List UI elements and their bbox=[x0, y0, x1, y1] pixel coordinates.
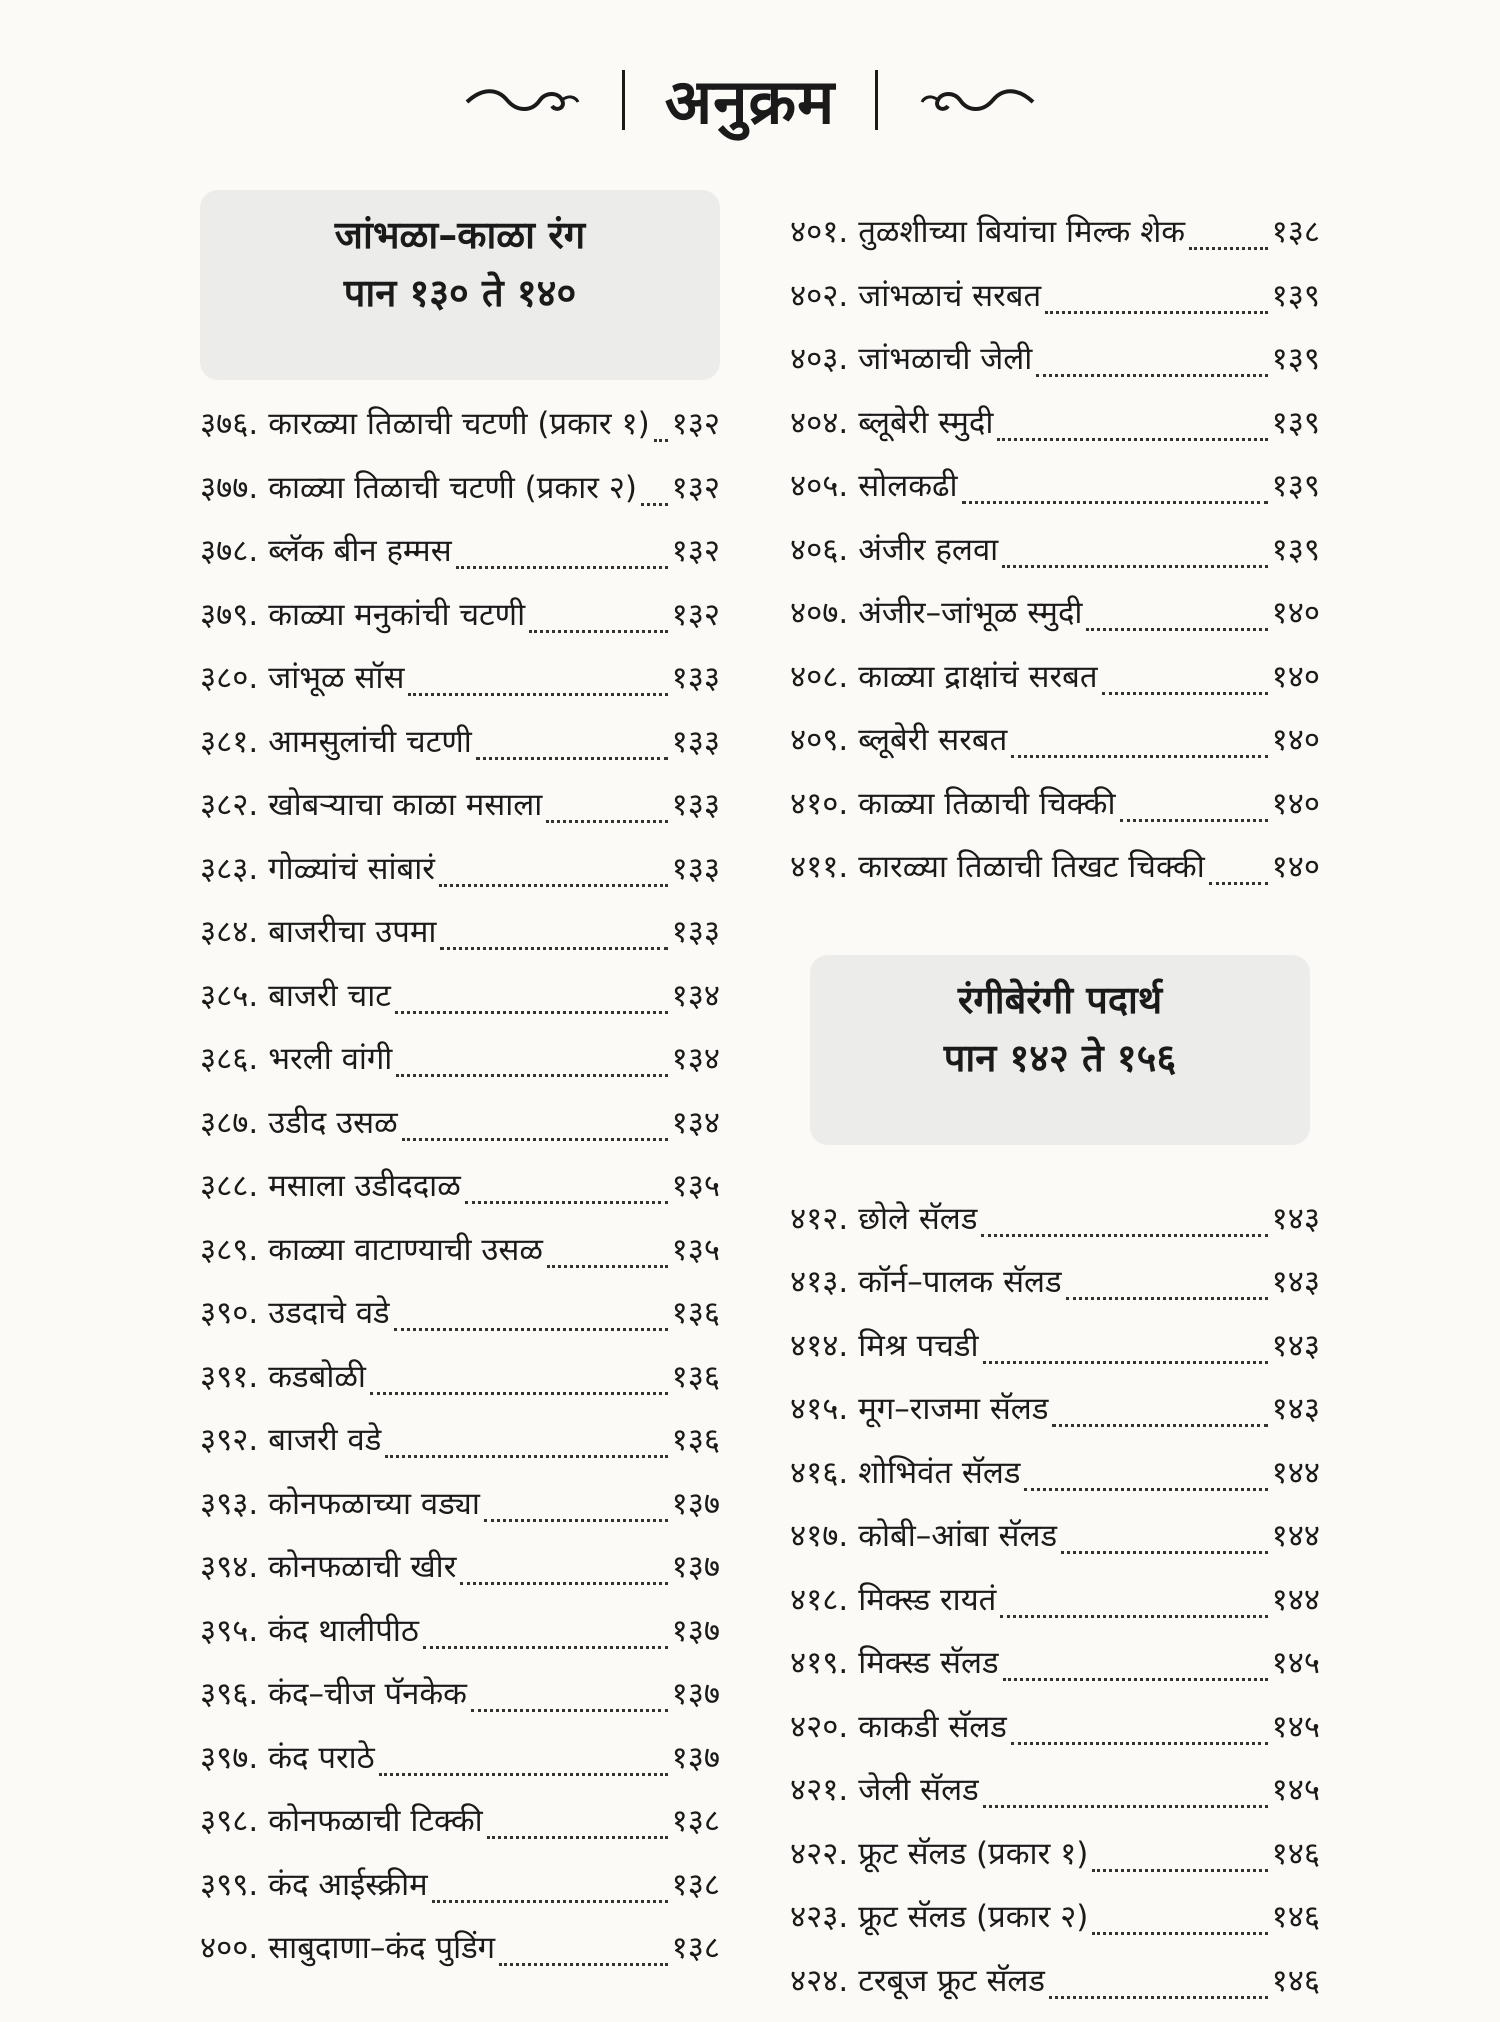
entry-number: ४१९. bbox=[790, 1641, 848, 1683]
entry-page-number: १३८ bbox=[672, 1863, 720, 1905]
toc-entry bbox=[200, 1799, 720, 1863]
entry-number: ३८०. bbox=[200, 656, 258, 698]
toc-entry bbox=[790, 591, 1320, 655]
section-heading-colorful bbox=[810, 955, 1310, 1145]
entry-title: काळ्या तिळाची चटणी (प्रकार २) bbox=[268, 466, 637, 508]
toc-entry bbox=[200, 1545, 720, 1609]
entry-page-number: १३४ bbox=[672, 1037, 720, 1079]
toc-entry bbox=[790, 1324, 1320, 1388]
entry-page-number: १४४ bbox=[1272, 1514, 1320, 1556]
dot-leader bbox=[1092, 1869, 1267, 1872]
entry-page-number: १३७ bbox=[672, 1736, 720, 1778]
toc-entry bbox=[790, 1959, 1320, 2022]
entry-number: ३९७. bbox=[200, 1736, 258, 1778]
entry-title: कोनफळाची खीर bbox=[268, 1545, 456, 1587]
entry-title: कडबोळी bbox=[268, 1355, 366, 1397]
entry-title: ब्लूबेरी सरबत bbox=[858, 718, 1007, 760]
entry-title: छोले सॅलड bbox=[858, 1197, 977, 1239]
entry-page-number: १३५ bbox=[672, 1228, 720, 1270]
toc-entry bbox=[200, 910, 720, 974]
entry-page-number: १४३ bbox=[1272, 1387, 1320, 1429]
entry-page-number: १४४ bbox=[1272, 1578, 1320, 1620]
entry-page-number: १३९ bbox=[1272, 401, 1320, 443]
entry-page-number: १३२ bbox=[672, 402, 720, 444]
dot-leader bbox=[408, 693, 667, 696]
toc-entry bbox=[790, 1578, 1320, 1642]
entry-page-number: १४० bbox=[1272, 845, 1320, 887]
dot-leader bbox=[983, 1361, 1268, 1364]
entry-number: ४१७. bbox=[790, 1514, 848, 1556]
entry-title: शोभिवंत सॅलड bbox=[858, 1451, 1020, 1493]
dot-leader bbox=[471, 1709, 668, 1712]
entry-page-number: १४० bbox=[1272, 718, 1320, 760]
dot-leader bbox=[460, 1582, 667, 1585]
entry-title: जांभळाची जेली bbox=[858, 337, 1032, 379]
section-page-range: पान १३० ते १४० bbox=[210, 264, 710, 322]
toc-entry bbox=[200, 847, 720, 911]
toc-entry bbox=[790, 1197, 1320, 1261]
entry-number: ४०१. bbox=[790, 210, 848, 252]
entry-number: ४२२. bbox=[790, 1832, 848, 1874]
toc-entry bbox=[790, 274, 1320, 338]
entry-number: ३८४. bbox=[200, 910, 258, 952]
entry-title: उडीद उसळ bbox=[268, 1101, 397, 1143]
dot-leader bbox=[1120, 819, 1268, 822]
entry-number: ४०२. bbox=[790, 274, 848, 316]
entry-page-number: १३३ bbox=[672, 783, 720, 825]
dot-leader bbox=[1002, 565, 1267, 568]
entry-title: मिक्स्ड सॅलड bbox=[858, 1641, 998, 1683]
entry-page-number: १३३ bbox=[672, 847, 720, 889]
entry-number: ३९६. bbox=[200, 1672, 258, 1714]
entry-page-number: १३३ bbox=[672, 720, 720, 762]
entry-title: अंजीर–जांभूळ स्मुदी bbox=[858, 591, 1082, 633]
right-column bbox=[790, 210, 1320, 2022]
entry-number: ४०४. bbox=[790, 401, 848, 443]
dot-leader bbox=[1024, 1488, 1267, 1491]
dot-leader bbox=[1209, 882, 1268, 885]
entry-page-number: १४५ bbox=[1272, 1641, 1320, 1683]
entry-page-number: १३४ bbox=[672, 1101, 720, 1143]
entry-page-number: १४३ bbox=[1272, 1197, 1320, 1239]
entry-page-number: १३९ bbox=[1272, 464, 1320, 506]
entry-page-number: १३८ bbox=[1272, 210, 1320, 252]
entry-number: ३८९. bbox=[200, 1228, 258, 1270]
dot-leader bbox=[456, 566, 668, 569]
entry-title: मूग–राजमा सॅलड bbox=[858, 1387, 1048, 1429]
entry-title: काळ्या मनुकांची चटणी bbox=[268, 593, 525, 635]
entry-page-number: १३२ bbox=[672, 529, 720, 571]
dot-leader bbox=[529, 630, 668, 633]
toc-entry bbox=[200, 1291, 720, 1355]
toc-entry bbox=[790, 464, 1320, 528]
entry-title: फ्रूट सॅलड (प्रकार १) bbox=[858, 1832, 1088, 1874]
dot-leader bbox=[1036, 374, 1267, 377]
entry-page-number: १४६ bbox=[1272, 1832, 1320, 1874]
entry-number: ४०८. bbox=[790, 655, 848, 697]
entry-page-number: १४६ bbox=[1272, 1895, 1320, 1937]
entry-title: जेली सॅलड bbox=[858, 1768, 978, 1810]
section-heading-purple-black bbox=[200, 190, 720, 380]
entry-number: ४०३. bbox=[790, 337, 848, 379]
entry-page-number: १४० bbox=[1272, 655, 1320, 697]
entry-title: भरली वांगी bbox=[268, 1037, 392, 1079]
entry-title: फ्रूट सॅलड (प्रकार २) bbox=[858, 1895, 1088, 1937]
entry-title: मसाला उडीददाळ bbox=[268, 1164, 461, 1206]
page-header bbox=[0, 55, 1500, 145]
dot-leader bbox=[1092, 1932, 1267, 1935]
entry-number: ३७९. bbox=[200, 593, 258, 635]
entry-title: काकडी सॅलड bbox=[858, 1705, 1007, 1747]
entry-number: ४१०. bbox=[790, 782, 848, 824]
dot-leader bbox=[465, 1201, 668, 1204]
entry-number: ३८२. bbox=[200, 783, 258, 825]
toc-entry bbox=[200, 593, 720, 657]
entry-title: जांभळाचं सरबत bbox=[858, 274, 1041, 316]
entry-page-number: १३७ bbox=[672, 1609, 720, 1651]
entry-title: कंद थालीपीठ bbox=[268, 1609, 419, 1651]
section-title: रंगीबेरंगी पदार्थ bbox=[820, 971, 1300, 1029]
toc-entry bbox=[790, 1260, 1320, 1324]
entry-title: ब्लूबेरी स्मुदी bbox=[858, 401, 993, 443]
toc-entry bbox=[200, 466, 720, 530]
entry-title: मिक्स्ड रायतं bbox=[858, 1578, 996, 1620]
dot-leader bbox=[487, 1836, 668, 1839]
entry-number: ४०७. bbox=[790, 591, 848, 633]
entry-title: आमसुलांची चटणी bbox=[268, 720, 472, 762]
toc-entry bbox=[200, 1609, 720, 1673]
entry-page-number: १३३ bbox=[672, 910, 720, 952]
entry-page-number: १३४ bbox=[672, 974, 720, 1016]
entry-page-number: १३७ bbox=[672, 1545, 720, 1587]
entry-title: सोलकढी bbox=[858, 464, 957, 506]
entry-title: अंजीर हलवा bbox=[858, 528, 998, 570]
entry-page-number: १३९ bbox=[1272, 337, 1320, 379]
entry-number: ३९१. bbox=[200, 1355, 258, 1397]
entry-number: ४२४. bbox=[790, 1959, 848, 2001]
dot-leader bbox=[962, 501, 1268, 504]
entry-number: ४०५. bbox=[790, 464, 848, 506]
dot-leader bbox=[997, 438, 1267, 441]
toc-entry bbox=[200, 1482, 720, 1546]
entry-number: ३८३. bbox=[200, 847, 258, 889]
entry-page-number: १४० bbox=[1272, 782, 1320, 824]
toc-entry bbox=[790, 1705, 1320, 1769]
dot-leader bbox=[641, 503, 668, 506]
dot-leader bbox=[484, 1519, 668, 1522]
entry-number: ४२०. bbox=[790, 1705, 848, 1747]
dot-leader bbox=[379, 1773, 668, 1776]
dot-leader bbox=[1061, 1551, 1268, 1554]
entry-title: कारळ्या तिळाची तिखट चिक्की bbox=[858, 845, 1205, 887]
entry-title: कंद–चीज पॅनकेक bbox=[268, 1672, 467, 1714]
dot-leader bbox=[1086, 628, 1267, 631]
dot-leader bbox=[547, 1265, 668, 1268]
toc-entry bbox=[790, 1641, 1320, 1705]
entry-number: ४२१. bbox=[790, 1768, 848, 1810]
entry-title: कोबी–आंबा सॅलड bbox=[858, 1514, 1057, 1556]
toc-entry bbox=[200, 1101, 720, 1165]
entry-title: मिश्र पचडी bbox=[858, 1324, 978, 1366]
right-ornament-icon bbox=[918, 80, 1038, 120]
entry-title: बाजरी चाट bbox=[268, 974, 391, 1016]
entry-number: ४२३. bbox=[790, 1895, 848, 1937]
dot-leader bbox=[1052, 1424, 1267, 1427]
toc-entry bbox=[200, 529, 720, 593]
entry-number: ४१८. bbox=[790, 1578, 848, 1620]
entry-number: ३७६. bbox=[200, 402, 258, 444]
entry-page-number: १३३ bbox=[672, 656, 720, 698]
entry-title: खोबऱ्याचा काळा मसाला bbox=[268, 783, 542, 825]
entry-number: ४०६. bbox=[790, 528, 848, 570]
toc-entry bbox=[200, 1164, 720, 1228]
entry-number: ३९४. bbox=[200, 1545, 258, 1587]
dot-leader bbox=[423, 1646, 668, 1649]
entry-number: ३९२. bbox=[200, 1418, 258, 1460]
left-divider bbox=[622, 70, 625, 130]
entry-number: ४११. bbox=[790, 845, 848, 887]
page-title: अनुक्रम bbox=[665, 58, 835, 142]
dot-leader bbox=[402, 1138, 668, 1141]
entry-number: ४१६. bbox=[790, 1451, 848, 1493]
toc-entry bbox=[790, 655, 1320, 719]
entry-page-number: १४० bbox=[1272, 591, 1320, 633]
right-divider bbox=[875, 70, 878, 130]
entry-page-number: १३२ bbox=[672, 593, 720, 635]
entry-page-number: १३९ bbox=[1272, 274, 1320, 316]
section-title: जांभळा–काळा रंग bbox=[210, 206, 710, 264]
entry-page-number: १३८ bbox=[672, 1799, 720, 1841]
dot-leader bbox=[370, 1392, 668, 1395]
dot-leader bbox=[476, 757, 668, 760]
entry-number: ३८८. bbox=[200, 1164, 258, 1206]
toc-entry bbox=[200, 1926, 720, 1990]
entry-page-number: १४५ bbox=[1272, 1705, 1320, 1747]
entry-title: काळ्या द्राक्षांचं सरबत bbox=[858, 655, 1097, 697]
entry-number: ४१५. bbox=[790, 1387, 848, 1429]
entry-page-number: १३६ bbox=[672, 1418, 720, 1460]
entry-page-number: १३६ bbox=[672, 1355, 720, 1397]
dot-leader bbox=[396, 1074, 667, 1077]
toc-list-right-top bbox=[790, 210, 1320, 909]
dot-leader bbox=[395, 1011, 668, 1014]
toc-entry bbox=[200, 1037, 720, 1101]
toc-entry bbox=[790, 1895, 1320, 1959]
dot-leader bbox=[1000, 1615, 1267, 1618]
entry-title: ब्लॅक बीन हम्मस bbox=[268, 529, 451, 571]
entry-page-number: १३२ bbox=[672, 466, 720, 508]
toc-entry bbox=[200, 1418, 720, 1482]
toc-entry bbox=[790, 1768, 1320, 1832]
entry-number: ४०९. bbox=[790, 718, 848, 760]
entry-title: बाजरी वडे bbox=[268, 1418, 381, 1460]
dot-leader bbox=[1011, 1742, 1268, 1745]
entry-page-number: १३७ bbox=[672, 1672, 720, 1714]
entry-number: ३७८. bbox=[200, 529, 258, 571]
entry-page-number: १३८ bbox=[672, 1926, 720, 1968]
entry-page-number: १४५ bbox=[1272, 1768, 1320, 1810]
entry-title: कंद पराठे bbox=[268, 1736, 374, 1778]
entry-number: ३८१. bbox=[200, 720, 258, 762]
dot-leader bbox=[1011, 755, 1267, 758]
entry-number: ४१४. bbox=[790, 1324, 848, 1366]
entry-number: ३९०. bbox=[200, 1291, 258, 1333]
dot-leader bbox=[654, 439, 668, 442]
toc-entry bbox=[200, 1228, 720, 1292]
entry-number: ४००. bbox=[200, 1926, 258, 1968]
toc-list-right-bottom bbox=[790, 1197, 1320, 2022]
entry-number: ३८७. bbox=[200, 1101, 258, 1143]
entry-page-number: १४४ bbox=[1272, 1451, 1320, 1493]
toc-entry bbox=[200, 1863, 720, 1927]
entry-title: टरबूज फ्रूट सॅलड bbox=[858, 1959, 1045, 2001]
toc-entry bbox=[200, 656, 720, 720]
entry-number: ३७७. bbox=[200, 466, 258, 508]
entry-page-number: १४६ bbox=[1272, 1959, 1320, 2001]
dot-leader bbox=[440, 947, 667, 950]
dot-leader bbox=[983, 1805, 1268, 1808]
toc-entry bbox=[790, 210, 1320, 274]
dot-leader bbox=[1045, 311, 1267, 314]
dot-leader bbox=[385, 1455, 667, 1458]
entry-number: ४१३. bbox=[790, 1260, 848, 1302]
entry-title: कंद आईस्क्रीम bbox=[268, 1863, 427, 1905]
toc-entry bbox=[790, 845, 1320, 909]
left-ornament-icon bbox=[462, 80, 582, 120]
dot-leader bbox=[432, 1900, 668, 1903]
toc-entry bbox=[790, 782, 1320, 846]
entry-title: गोळ्यांचं सांबारं bbox=[268, 847, 435, 889]
toc-entry bbox=[200, 402, 720, 466]
dot-leader bbox=[1049, 1996, 1268, 1999]
toc-entry bbox=[790, 1514, 1320, 1578]
entry-title: साबुदाणा–कंद पुडिंग bbox=[268, 1926, 495, 1968]
toc-entry bbox=[200, 720, 720, 784]
section-page-range: पान १४२ ते १५६ bbox=[820, 1029, 1300, 1087]
entry-page-number: १३९ bbox=[1272, 528, 1320, 570]
toc-entry bbox=[790, 718, 1320, 782]
entry-number: ३८५. bbox=[200, 974, 258, 1016]
toc-entry bbox=[790, 401, 1320, 465]
entry-title: कोनफळाच्या वड्या bbox=[268, 1482, 480, 1524]
toc-entry bbox=[200, 1736, 720, 1800]
toc-entry bbox=[790, 1451, 1320, 1515]
entry-number: ४१२. bbox=[790, 1197, 848, 1239]
toc-entry bbox=[200, 783, 720, 847]
entry-title: कारळ्या तिळाची चटणी (प्रकार १) bbox=[268, 402, 649, 444]
entry-title: उडदाचे वडे bbox=[268, 1291, 389, 1333]
dot-leader bbox=[1003, 1678, 1268, 1681]
dot-leader bbox=[394, 1328, 668, 1331]
dot-leader bbox=[439, 884, 668, 887]
entry-title: बाजरीचा उपमा bbox=[268, 910, 436, 952]
dot-leader bbox=[546, 820, 667, 823]
dot-leader bbox=[499, 1963, 667, 1966]
entry-number: ३९८. bbox=[200, 1799, 258, 1841]
dot-leader bbox=[1066, 1297, 1268, 1300]
toc-entry bbox=[790, 337, 1320, 401]
entry-number: ३९५. bbox=[200, 1609, 258, 1651]
entry-page-number: १३५ bbox=[672, 1164, 720, 1206]
dot-leader bbox=[1189, 247, 1268, 250]
toc-entry bbox=[200, 974, 720, 1038]
entry-page-number: १३७ bbox=[672, 1482, 720, 1524]
dot-leader bbox=[1102, 692, 1268, 695]
toc-entry bbox=[790, 1832, 1320, 1896]
toc-entry bbox=[790, 1387, 1320, 1451]
entry-number: ३९३. bbox=[200, 1482, 258, 1524]
entry-title: कॉर्न–पालक सॅलड bbox=[858, 1260, 1061, 1302]
entry-number: ३९९. bbox=[200, 1863, 258, 1905]
entry-page-number: १४३ bbox=[1272, 1260, 1320, 1302]
entry-title: काळ्या तिळाची चिक्की bbox=[858, 782, 1115, 824]
entry-title: जांभूळ सॉस bbox=[268, 656, 404, 698]
entry-page-number: १४३ bbox=[1272, 1324, 1320, 1366]
toc-entry bbox=[790, 528, 1320, 592]
entry-title: कोनफळाची टिक्की bbox=[268, 1799, 482, 1841]
toc-list-left bbox=[200, 402, 720, 1990]
toc-entry bbox=[200, 1672, 720, 1736]
left-column bbox=[200, 190, 720, 1990]
entry-title: काळ्या वाटाण्याची उसळ bbox=[268, 1228, 543, 1270]
dot-leader bbox=[981, 1234, 1267, 1237]
entry-title: तुळशीच्या बियांचा मिल्क शेक bbox=[858, 210, 1185, 252]
entry-number: ३८६. bbox=[200, 1037, 258, 1079]
toc-entry bbox=[200, 1355, 720, 1419]
entry-page-number: १३६ bbox=[672, 1291, 720, 1333]
